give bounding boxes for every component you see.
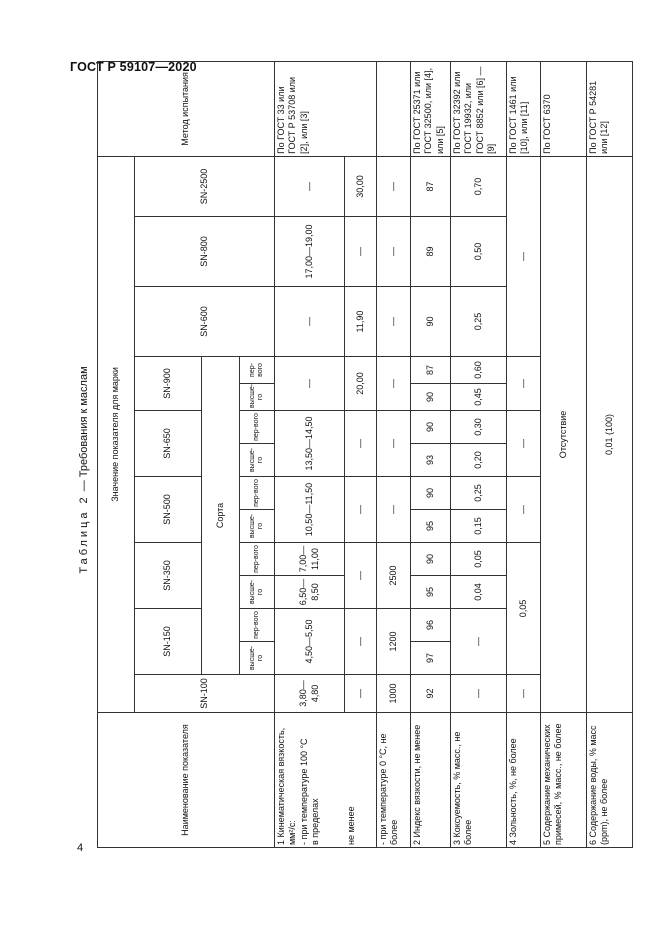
r2-sn2500: 87 <box>411 156 451 216</box>
r1b-sn800: — <box>377 217 411 287</box>
row1-name <box>275 713 345 848</box>
r2-sn350-high: 95 <box>411 576 451 609</box>
sort-high-sn900: высше-го <box>240 384 275 411</box>
document-header: ГОСТ Р 59107—2020 <box>70 60 197 74</box>
grade-sn150: SN-150 <box>135 609 202 675</box>
r2-sn600: 90 <box>411 287 451 357</box>
r2-sn650-first: 90 <box>411 411 451 444</box>
row6-name: 6 Содержание воды, % масс (ppm), не более <box>587 713 633 848</box>
row2-name: 2 Индекс вязкости, не менее <box>411 713 451 848</box>
r2-sn150-first: 96 <box>411 609 451 642</box>
r2-sn100: 92 <box>411 675 451 713</box>
r1b-sn900: — <box>377 357 411 411</box>
r6-method: По ГОСТ Р 54281 или [12] <box>587 61 633 156</box>
grade-sn600: SN-600 <box>135 287 275 357</box>
r3-sn650-high: 0,20 <box>451 444 507 477</box>
r1-method: По ГОСТ 33 или ГОСТ Р 53708 или [2], или [3] <box>275 61 377 156</box>
r2-sn650-high: 93 <box>411 444 451 477</box>
row1a-sub-min: не менее <box>345 713 377 848</box>
table-caption-label: Таблица 2 <box>78 494 90 574</box>
method-column-header: Метод испытания <box>98 61 275 156</box>
r4-sn650: — <box>507 411 541 477</box>
grade-sn2500: SN-2500 <box>135 156 275 216</box>
table-caption-area <box>72 92 96 848</box>
r1b-sn150: 1200 <box>377 609 411 675</box>
r1b-method <box>377 61 411 156</box>
row5-name: 5 Содержание механических примесей, % масс., не более <box>541 713 587 848</box>
r3-sn800: 0,50 <box>451 217 507 287</box>
r1a-sn350-first: 7,00—11,00 <box>275 543 345 576</box>
r3-sn350-high: 0,04 <box>451 576 507 609</box>
r1a-sn900: — <box>275 357 345 411</box>
sort-header: Сорта <box>202 357 240 675</box>
page-number: 4 <box>77 842 84 854</box>
r1a-min-sn350: — <box>345 543 377 609</box>
r5-value: Отсутствие <box>541 156 587 712</box>
r1a-sn100: 3,80—4,80 <box>275 675 345 713</box>
table-caption <box>78 92 90 848</box>
r3-sn350-first: 0,05 <box>451 543 507 576</box>
r1b-sn100: 1000 <box>377 675 411 713</box>
r4-sn600-sn2500: — <box>507 156 541 356</box>
r4-sn100: — <box>507 675 541 713</box>
r3-sn900-high: 0,45 <box>451 384 507 411</box>
sort-high-sn350: высше-го <box>240 576 275 609</box>
sort-high-sn150: высше-го <box>240 642 275 675</box>
r1b-sn2500: — <box>377 156 411 216</box>
row1b-name: - при температуре 0 °С, не более <box>377 713 411 848</box>
grade-sn500: SN-500 <box>135 477 202 543</box>
sort-first-sn150: пер-вого <box>240 609 275 642</box>
row1a-title: - при температуре 100 °С <box>298 738 309 845</box>
r1a-min-sn600: 11,90 <box>345 287 377 357</box>
sort-first-sn650: пер-вого <box>240 411 275 444</box>
r1b-sn350: 2500 <box>377 543 411 609</box>
grade-sn350: SN-350 <box>135 543 202 609</box>
r2-sn500-high: 95 <box>411 510 451 543</box>
grade-sn800: SN-800 <box>135 217 275 287</box>
grade-sn650: SN-650 <box>135 411 202 477</box>
r4-sn500: — <box>507 477 541 543</box>
r4-sn900: — <box>507 357 541 411</box>
r3-sn650-first: 0,30 <box>451 411 507 444</box>
r1a-sn650: 13,50—14,50 <box>275 411 345 477</box>
r3-sn600: 0,25 <box>451 287 507 357</box>
table-holder <box>97 66 614 848</box>
table-caption-text: — Требования к маслам <box>78 366 90 492</box>
r5-method: По ГОСТ 6370 <box>541 61 587 156</box>
grade-group-header: Значение показателя для марки <box>98 156 135 712</box>
row1-title: 1 Кинематическая вязкость, мм²/с: <box>276 727 298 845</box>
r1a-min-sn150: — <box>345 609 377 675</box>
sort-first-sn500: пер-вого <box>240 477 275 510</box>
sort-first-sn350: пер-вого <box>240 543 275 576</box>
r2-sn900-high: 90 <box>411 384 451 411</box>
sort-high-sn650: высше-го <box>240 444 275 477</box>
r1a-min-sn650: — <box>345 411 377 477</box>
r2-sn150-high: 97 <box>411 642 451 675</box>
r3-sn500-first: 0,25 <box>451 477 507 510</box>
r2-sn800: 89 <box>411 217 451 287</box>
r1b-sn500: — <box>377 477 411 543</box>
r1a-sn500: 10,50—11,50 <box>275 477 345 543</box>
row4-name: 4 Зольность, %, не более <box>507 713 541 848</box>
r1a-min-sn2500: 30,00 <box>345 156 377 216</box>
sort-high-sn500: высше-го <box>240 510 275 543</box>
r1a-sn600: — <box>275 287 345 357</box>
r4-sn150-sn350: 0,05 <box>507 543 541 675</box>
r1a-sn800: 17,00—19,00 <box>275 217 345 287</box>
requirements-table <box>97 61 633 848</box>
r2-sn350-first: 90 <box>411 543 451 576</box>
r1a-min-sn100: — <box>345 675 377 713</box>
r1a-sn150: 4,50—5,50 <box>275 609 345 675</box>
row1a-sub-range: в пределах <box>309 798 320 845</box>
r1a-sn350-high: 6,50—8,50 <box>275 576 345 609</box>
r1b-sn600: — <box>377 287 411 357</box>
grade-sn900: SN-900 <box>135 357 202 411</box>
r1a-min-sn500: — <box>345 477 377 543</box>
r3-sn150: — <box>451 609 507 675</box>
r3-sn900-first: 0,60 <box>451 357 507 384</box>
r4-method: По ГОСТ 1461 или [10], или [11] <box>507 61 541 156</box>
r6-value: 0,01 (100) <box>587 156 633 712</box>
r3-method: По ГОСТ 32392 или ГОСТ 19932, или ГОСТ 8852 или [6] — [9] <box>451 61 507 156</box>
r3-sn2500: 0,70 <box>451 156 507 216</box>
r2-sn500-first: 90 <box>411 477 451 510</box>
r3-sn500-high: 0,15 <box>451 510 507 543</box>
r1b-sn650: — <box>377 411 411 477</box>
r2-method: По ГОСТ 25371 или ГОСТ 32500, или [4], или [5] <box>411 61 451 156</box>
r1a-min-sn900: 20,00 <box>345 357 377 411</box>
r1a-min-sn800: — <box>345 217 377 287</box>
grade-sn100: SN-100 <box>135 675 275 713</box>
name-column-header: Наименование показателя <box>98 713 275 848</box>
r1a-sn2500: — <box>275 156 345 216</box>
r2-sn900-first: 87 <box>411 357 451 384</box>
row3-name: 3 Коксуемость, % масс., не более <box>451 713 507 848</box>
sort-first-sn900: пер-вого <box>240 357 275 384</box>
r3-sn100: — <box>451 675 507 713</box>
